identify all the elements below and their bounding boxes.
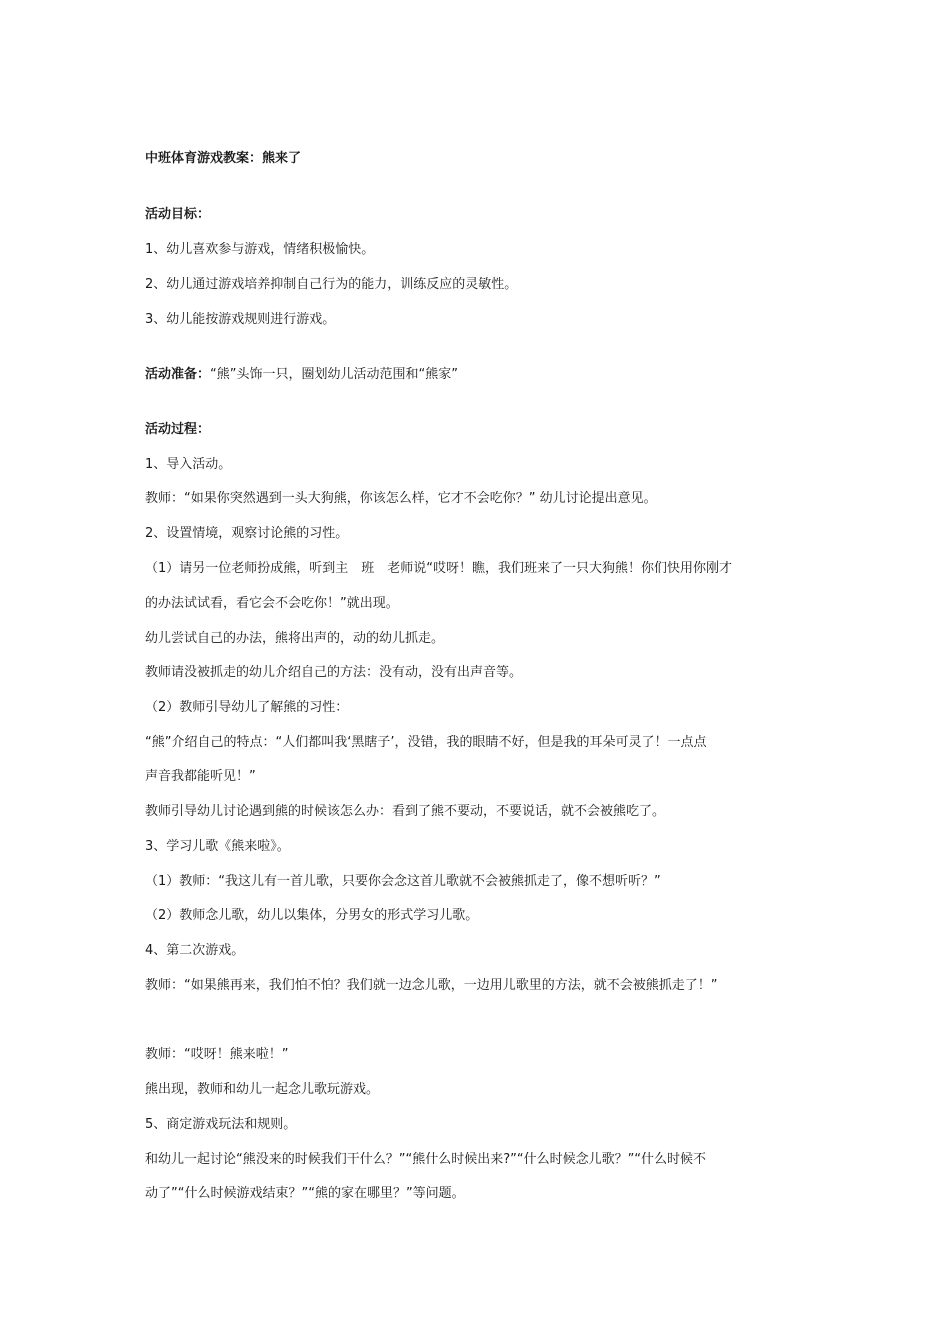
- prep-text: “熊”头饰一只，圈划幼儿活动范围和“熊家”: [210, 367, 458, 382]
- process-line: （1）请另一位老师扮成熊，听到主 班 老师说“哎呀！瞧，我们班来了一只大狗熊！你们快用你刚才: [145, 561, 733, 576]
- process-line: 动了”“什么时候游戏结束？”“熊的家在哪里？”等问题。: [145, 1186, 465, 1201]
- process-line: 4、第二次游戏。: [145, 943, 245, 958]
- process-line: 教师：“哎呀！熊来啦！”: [145, 1047, 289, 1062]
- process-line: 1、导入活动。: [145, 457, 232, 472]
- goal-item: 1、幼儿喜欢参与游戏，情绪积极愉快。: [145, 242, 375, 257]
- prep-line: [145, 366, 825, 384]
- goals-heading: 活动目标：: [145, 207, 211, 222]
- process-line: “熊”介绍自己的特点：“人们都叫我‘黑瞎子’，没错，我的眼睛不好，但是我的耳朵可灵了！一点点: [145, 735, 707, 750]
- process-line: （2）教师念儿歌，幼儿以集体，分男女的形式学习儿歌。: [145, 908, 479, 923]
- process-line: 的办法试试看，看它会不会吃你！”就出现。: [145, 596, 399, 611]
- process-line: 幼儿尝试自己的办法，熊将出声的，动的幼儿抓走。: [145, 631, 445, 646]
- process-line: （2）教师引导幼儿了解熊的习性：: [145, 700, 349, 715]
- process-heading: 活动过程：: [145, 422, 211, 437]
- process-line: 教师引导幼儿讨论遇到熊的时候该怎么办：看到了熊不要动，不要说话，就不会被熊吃了。: [145, 804, 666, 819]
- goal-item: 2、幼儿通过游戏培养抑制自己行为的能力，训练反应的灵敏性。: [145, 277, 518, 292]
- process-line: 教师：“如果熊再来，我们怕不怕？我们就一边念儿歌，一边用儿歌里的方法，就不会被熊抓走了！”: [145, 978, 718, 993]
- process-line: 5、商定游戏玩法和规则。: [145, 1117, 297, 1132]
- document-title: 中班体育游戏教案：熊来了: [145, 151, 302, 166]
- process-line: 声音我都能听见！”: [145, 769, 256, 784]
- prep-label: 活动准备：: [145, 367, 211, 382]
- process-line: 教师请没被抓走的幼儿介绍自己的方法：没有动，没有出声音等。: [145, 665, 523, 680]
- process-line: 和幼儿一起讨论“熊没来的时候我们干什么？”“熊什么时候出来?”“什么时候念儿歌？”“什么时候不: [145, 1152, 707, 1167]
- process-line: 教师：“如果你突然遇到一头大狗熊，你该怎么样，它才不会吃你？” 幼儿讨论提出意见。: [145, 491, 657, 506]
- process-line: （1）教师：“我这儿有一首儿歌，只要你会念这首儿歌就不会被熊抓走了，像不想听听？”: [145, 874, 661, 889]
- process-line: 2、设置情境，观察讨论熊的习性。: [145, 526, 349, 541]
- goal-item: 3、幼儿能按游戏规则进行游戏。: [145, 312, 336, 327]
- process-line: 熊出现，教师和幼儿一起念儿歌玩游戏。: [145, 1082, 380, 1097]
- process-line: 3、学习儿歌《熊来啦》。: [145, 839, 290, 854]
